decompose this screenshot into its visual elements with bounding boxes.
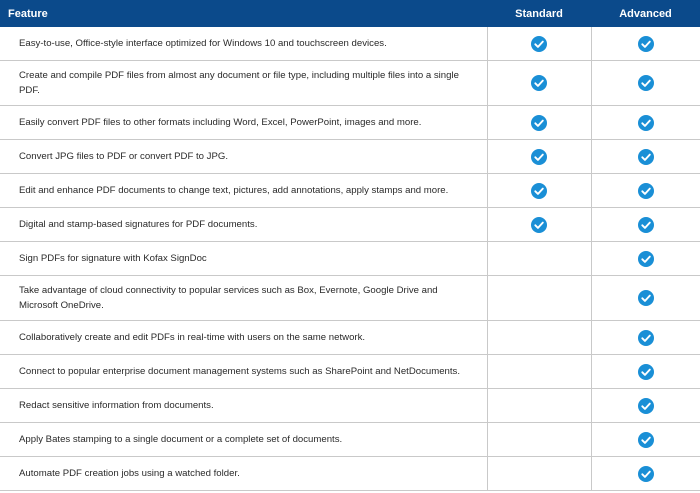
standard-cell: [487, 457, 591, 491]
standard-cell: [487, 174, 591, 208]
table-row: [0, 174, 700, 208]
check-circle-icon: [638, 253, 654, 264]
standard-cell: [487, 208, 591, 242]
header-feature: Feature: [0, 0, 487, 27]
table-row: [0, 457, 700, 491]
check-circle-icon: [638, 38, 654, 49]
feature-text: Redact sensitive information from documents.: [0, 389, 487, 423]
table-row: [0, 27, 700, 61]
standard-cell: [487, 355, 591, 389]
advanced-cell: [591, 140, 700, 174]
table-row: [0, 140, 700, 174]
header-advanced: Advanced: [591, 0, 700, 27]
standard-cell: [487, 61, 591, 106]
table-row: [0, 423, 700, 457]
advanced-cell: [591, 423, 700, 457]
check-circle-icon: [638, 185, 654, 196]
advanced-cell: [591, 174, 700, 208]
standard-cell: [487, 140, 591, 174]
standard-cell: [487, 242, 591, 276]
check-circle-icon: [638, 400, 654, 411]
feature-text: Sign PDFs for signature with Kofax SignDoc: [0, 242, 487, 276]
check-circle-icon: [638, 366, 654, 377]
check-circle-icon: [638, 219, 654, 230]
feature-text: Collaboratively create and edit PDFs in real-time with users on the same network.: [0, 321, 487, 355]
table-row: [0, 355, 700, 389]
table-row: [0, 276, 700, 321]
standard-cell: [487, 276, 591, 321]
check-circle-icon: [638, 293, 654, 304]
feature-text: Easy-to-use, Office-style interface optimized for Windows 10 and touchscreen devices.: [0, 27, 487, 61]
check-circle-icon: [531, 185, 547, 196]
advanced-cell: [591, 106, 700, 140]
advanced-cell: [591, 321, 700, 355]
check-circle-icon: [638, 117, 654, 128]
feature-text: Digital and stamp-based signatures for PDF documents.: [0, 208, 487, 242]
advanced-cell: [591, 27, 700, 61]
check-circle-icon: [638, 468, 654, 479]
feature-text: Convert JPG files to PDF or convert PDF to JPG.: [0, 140, 487, 174]
check-circle-icon: [531, 38, 547, 49]
advanced-cell: [591, 61, 700, 106]
feature-text: Connect to popular enterprise document management systems such as SharePoint and NetDocuments.: [0, 355, 487, 389]
check-circle-icon: [638, 332, 654, 343]
standard-cell: [487, 321, 591, 355]
table-row: [0, 61, 700, 106]
table-row: [0, 321, 700, 355]
standard-cell: [487, 106, 591, 140]
table-row: [0, 106, 700, 140]
header-standard: Standard: [487, 0, 591, 27]
check-circle-icon: [531, 219, 547, 230]
table-header-row: [0, 0, 700, 27]
table-row: [0, 242, 700, 276]
check-circle-icon: [638, 151, 654, 162]
advanced-cell: [591, 355, 700, 389]
advanced-cell: [591, 457, 700, 491]
check-circle-icon: [638, 434, 654, 445]
check-circle-icon: [531, 78, 547, 89]
feature-text: Automate PDF creation jobs using a watched folder.: [0, 457, 487, 491]
feature-text: Easily convert PDF files to other formats including Word, Excel, PowerPoint, images and more.: [0, 106, 487, 140]
table-row: [0, 389, 700, 423]
check-circle-icon: [531, 117, 547, 128]
check-circle-icon: [638, 78, 654, 89]
feature-text: Edit and enhance PDF documents to change text, pictures, add annotations, apply stamps and more.: [0, 174, 487, 208]
feature-text: Create and compile PDF files from almost any document or file type, including multiple files into a single PDF.: [0, 61, 487, 106]
feature-text: Take advantage of cloud connectivity to popular services such as Box, Evernote, Google Drive and Microsoft OneDrive.: [0, 276, 487, 321]
advanced-cell: [591, 242, 700, 276]
standard-cell: [487, 389, 591, 423]
advanced-cell: [591, 389, 700, 423]
standard-cell: [487, 423, 591, 457]
feature-text: Apply Bates stamping to a single document or a complete set of documents.: [0, 423, 487, 457]
table-body: [0, 27, 700, 491]
advanced-cell: [591, 208, 700, 242]
standard-cell: [487, 27, 591, 61]
advanced-cell: [591, 276, 700, 321]
check-circle-icon: [531, 151, 547, 162]
table-row: [0, 208, 700, 242]
